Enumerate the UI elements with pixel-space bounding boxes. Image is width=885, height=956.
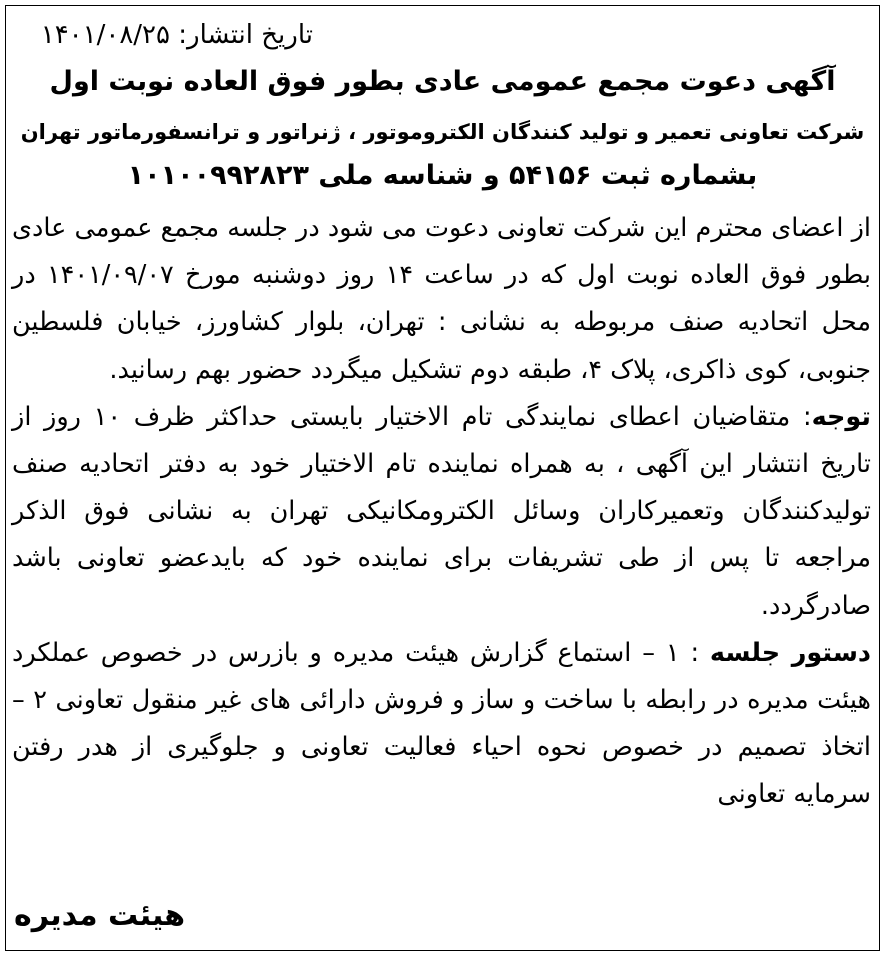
ad-title: آگهی دعوت مجمع عمومی عادی بطور فوق العاده نوبت اول — [49, 66, 836, 97]
agenda-label: دستور جلسه — [709, 637, 871, 668]
note-text: : متقاضیان اعطای نمایندگی تام الاختیار بایستی حداکثر ظرف ۱۰ روز از تاریخ انتشار این آگهی ، به همراه نماینده تام الاختیار خود به دفتر اتحادیه صنف تولیدکنندگان وتعمیرکاران وسائل الکترومکانیکی تهران به نشانی فوق الذکر مراجعه تا پس از طی تشریفات برای نماینده خود که بایدعضو تعاونی باشد صادرگردد. — [12, 401, 871, 621]
publication-date: تاریخ انتشار: ۱۴۰۱/۰۸/۲۵ — [40, 20, 313, 50]
note-paragraph — [12, 394, 871, 630]
company-name: شرکت تعاونی تعمیر و تولید کنندگان الکتروموتور ، ژنراتور و ترانسفورماتور تهران — [20, 120, 865, 144]
registration-info: بشماره ثبت ۵۴۱۵۶ و شناسه ملی ۱۰۱۰۰۹۹۲۸۲۳ — [127, 160, 758, 191]
ad-body — [12, 205, 871, 819]
agenda-text: : ۱ – استماع گزارش هیئت مدیره و بازرس در خصوص عملکرد هیئت مدیره در رابطه با ساخت و ساز و فروش دارائی های غیر منقول تعاونی ۲ – اتخاذ تصمیم در خصوص نحوه احیاء فعالیت تعاونی و جلوگیری از هدر رفتن سرمایه تعاونی — [12, 637, 871, 810]
note-label: توجه — [811, 401, 871, 432]
signature: هیئت مدیره — [14, 898, 186, 933]
agenda-paragraph — [12, 630, 871, 819]
invitation-paragraph: از اعضای محترم این شرکت تعاونی دعوت می شود در جلسه مجمع عمومی عادی بطور فوق العاده نوبت اول که در ساعت ۱۴ روز دوشنبه مورخ ۱۴۰۱/۰۹/۰۷ در محل اتحادیه صنف مربوطه به نشانی : تهران، بلوار کشاورز، خیابان فلسطین جنوبی، کوی ذاکری، پلاک ۴، طبقه دوم تشکیل میگردد حضور بهم رسانید. — [12, 213, 872, 385]
